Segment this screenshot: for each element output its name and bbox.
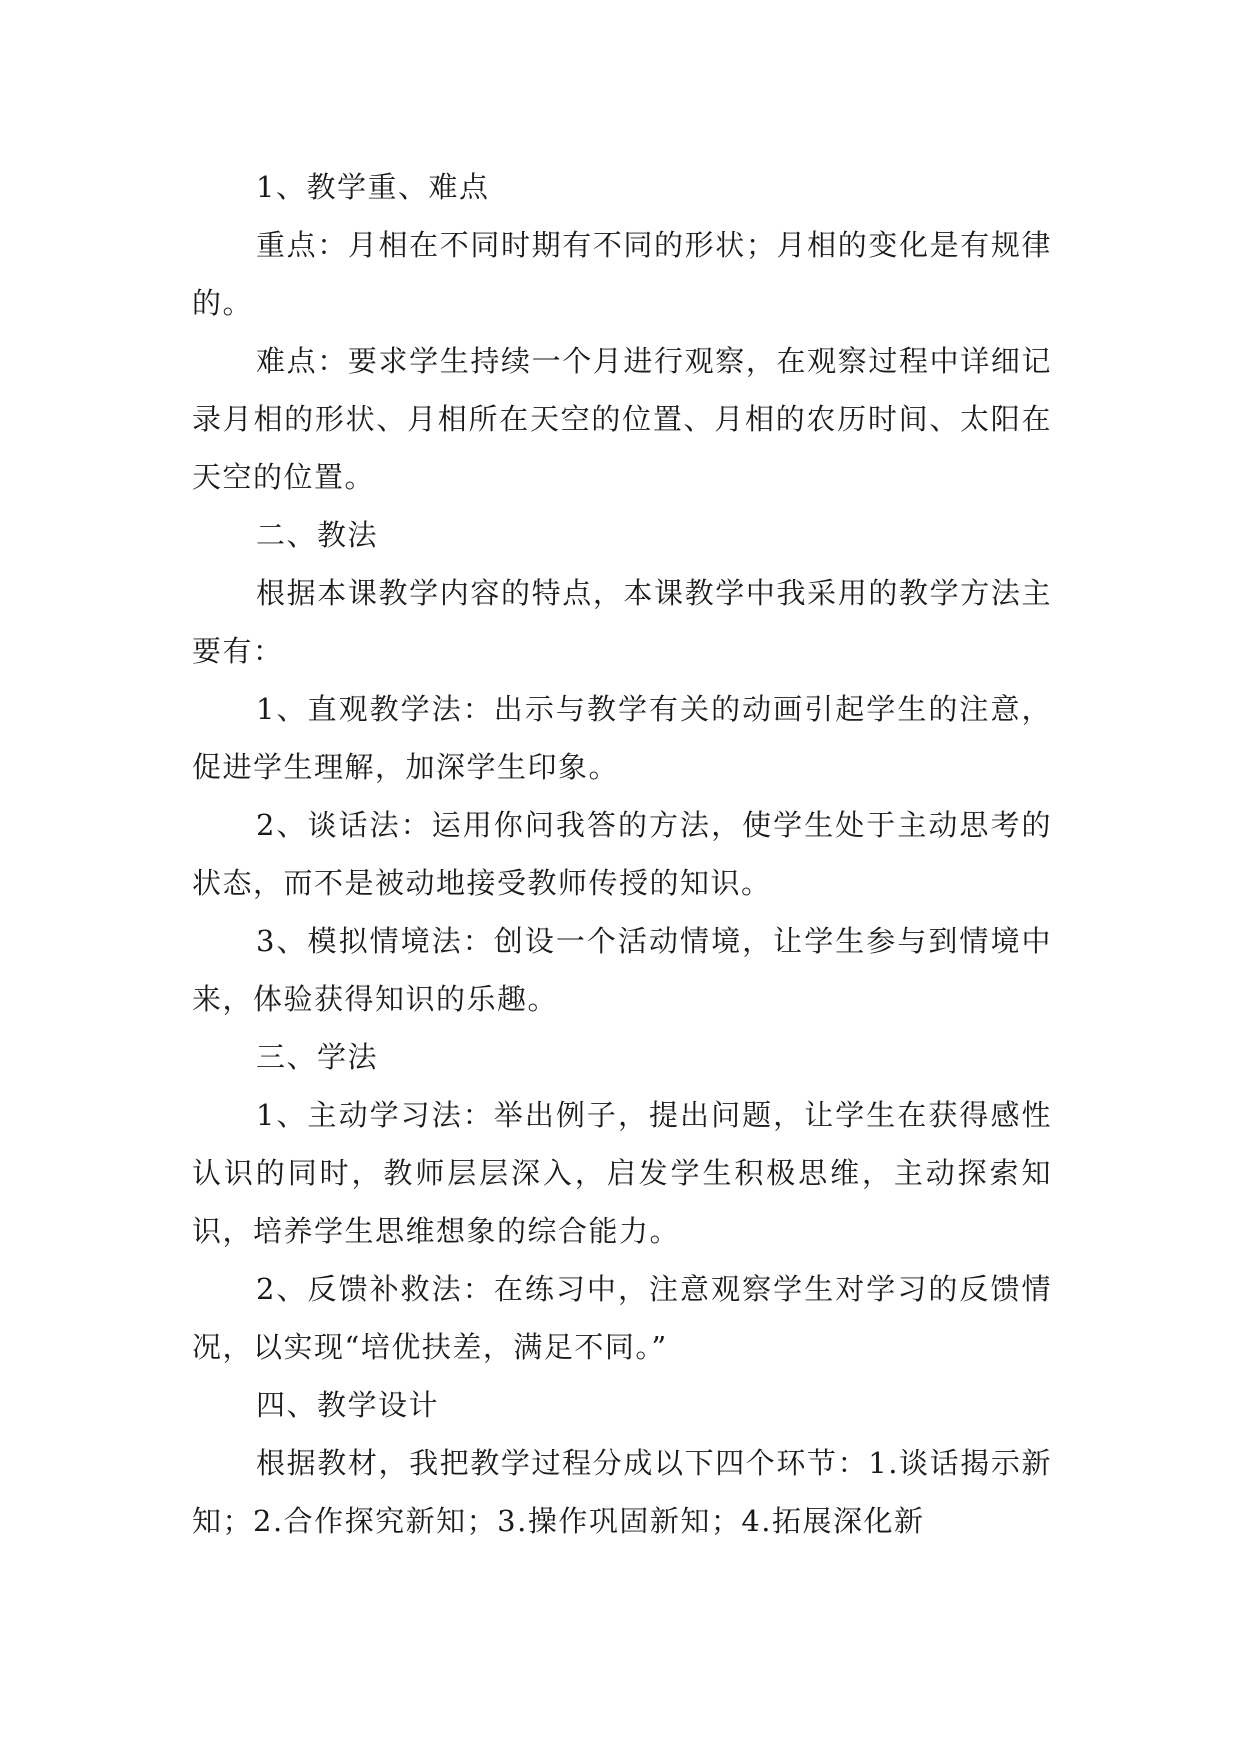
paragraph-method-3: 3、模拟情境法：创设一个活动情境，让学生参与到情境中来，体验获得知识的乐趣。 [192,924,1052,1016]
paragraph-learning-1: 1、主动学习法：举出例子，提出问题，让学生在获得感性认识的同时，教师层层深入，启发学生积极思维，主动探索知识，培养学生思维想象的综合能力。 [192,1098,1052,1248]
paragraph-method-1: 1、直观教学法：出示与教学有关的动画引起学生的注意，促进学生理解，加深学生印象。 [192,692,1052,784]
paragraph-design-intro: 根据教材，我把教学过程分成以下四个环节：1.谈话揭示新知；2.合作探究新知；3.操作巩固新知；4.拓展深化新 [192,1446,1052,1538]
paragraph-learning-2: 2、反馈补救法：在练习中，注意观察学生对学习的反馈情况，以实现“培优扶差，满足不同。” [192,1272,1052,1364]
paragraph-method-2: 2、谈话法：运用你问我答的方法，使学生处于主动思考的状态，而不是被动地接受教师传授的知识。 [192,808,1052,900]
heading-learning-methods: 三、学法 [256,1040,379,1074]
paragraph-key-point: 重点：月相在不同时期有不同的形状；月相的变化是有规律的。 [192,228,1052,320]
heading-teaching-methods: 二、教法 [256,518,379,552]
document-body [192,158,1052,1550]
heading-key-points: 1、教学重、难点 [256,170,490,204]
paragraph-difficulty: 难点：要求学生持续一个月进行观察，在观察过程中详细记录月相的形状、月相所在天空的位置、月相的农历时间、太阳在天空的位置。 [192,344,1052,494]
paragraph-methods-intro: 根据本课教学内容的特点，本课教学中我采用的教学方法主要有： [192,576,1052,668]
heading-teaching-design: 四、教学设计 [256,1388,440,1422]
